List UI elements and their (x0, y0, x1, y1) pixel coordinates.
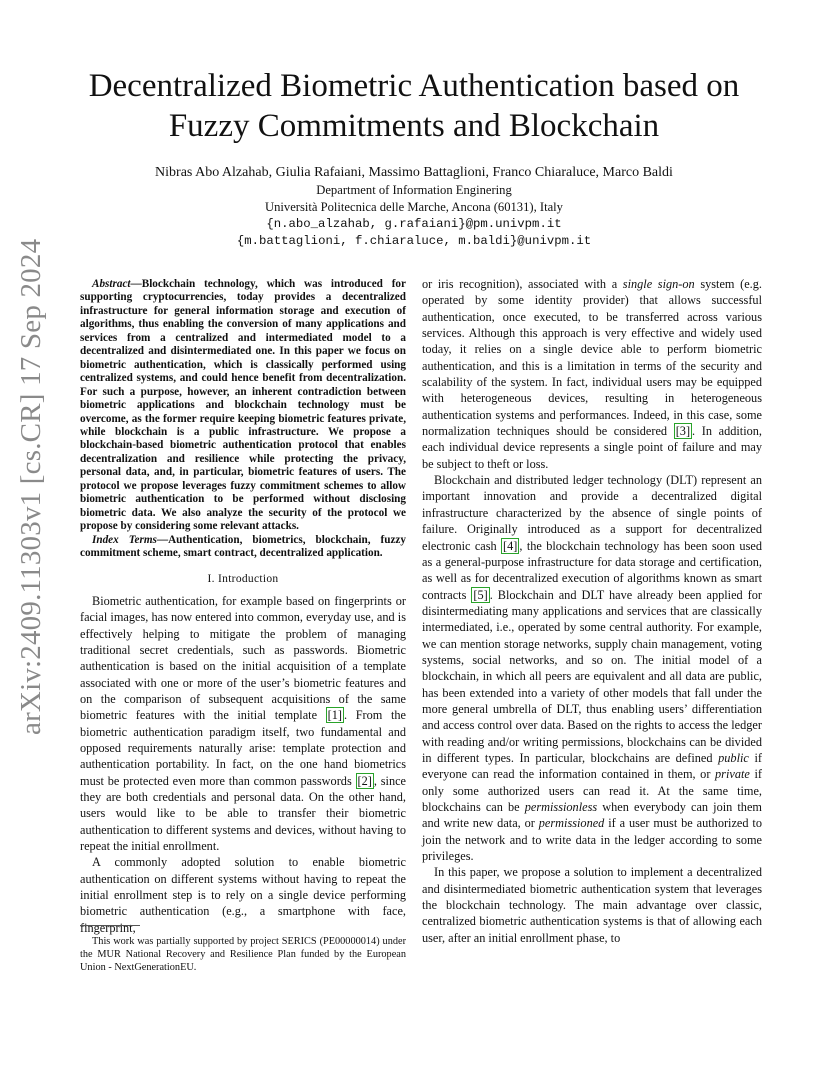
right-p2-text-b: , the blockchain technology has been soon used as a general-purpose infrastructure for data storage and certification, as well as for decentralized execution of algorithms known as smart contracts (422, 538, 762, 602)
citation-link-4[interactable]: [4] (503, 538, 518, 553)
department: Department of Information Enginering (316, 183, 512, 197)
intro-p1-text-a: Biometric authentication, for example based on fingerprints or facial images, has now entered into common, everyday use, and is effectively helping to mitigate the problem of managing traditional secret credentials, such as passwords. Biometric authentication is based on the initial acquisition of a template associated with one or more of the user’s biometric features and on the comparison of subsequent acquisitions of the same biometric features with the initial template (80, 593, 406, 723)
citation-link-3[interactable]: [3] (675, 424, 691, 439)
left-column (80, 278, 406, 936)
right-p2-text-c: . Blockchain and DLT have already been applied for disintermediating many applications and services that are classically intermediated, i.e., operated by some central authority. For example, we can mention storage networks, supply chain management, voting systems, social networks, and so on. The initial model of a blockchain, in which all peers are equivalent and all data are public, has been extended into a variety of other models that fall under the more general umbrella of DLT, thus enabling users’ differentiation and access control over data. Based on the rights to access the ledger with reading and/or writing permissions, blockchains can be divided in different types. In particular, blockchains are defined (422, 587, 762, 765)
right-p1-text-c: . In addition, each individual device represents a single point of failure and may be subject to theft or loss. (422, 424, 762, 471)
abstract (80, 278, 406, 534)
term-permissionless: permissionless (524, 800, 598, 814)
right-p2-text-a: Blockchain and distributed ledger technology (DLT) represent an important innovation and provide a decentralized digital infrastructure characterized by the absence of single points of failure. Originally introduced as a support for decentralized electronic cash (422, 473, 762, 553)
citation-link-2[interactable]: [2] (357, 773, 372, 788)
author-list: Nibras Abo Alzahab, Giulia Rafaiani, Massimo Battaglioni, Franco Chiaraluce, Marco Baldi (155, 165, 673, 180)
paper-title (40, 66, 788, 146)
right-p2-text-d: if everyone can read the information contained in them, or (422, 750, 762, 782)
right-paragraph-2 (422, 472, 762, 864)
right-paragraph-3: In this paper, we propose a solution to implement a decentralized and disintermediated biometric authentication system that leverages the blockchain technology. The main advantage over classic, centralized biometric authentication systems is that of allowing each user, after an initial enrollment phase, to (422, 865, 762, 945)
right-paragraph-1 (422, 276, 762, 472)
citation-link-5[interactable]: [5] (473, 587, 488, 602)
intro-p1-text-b: . From the biometric authentication paradigm itself, two fundamental and opposed requirements naturally arise: template protection and authentication portability. In fact, on the one hand biometrics must be protected even more than common passwords (80, 708, 406, 788)
term-public: public (718, 750, 749, 765)
email-line-1: {n.abo_alzahab, g.rafaiani}@pm.univpm.it (266, 217, 562, 231)
intro-paragraph-2: A commonly adopted solution to enable biometric authentication on different systems without having to repeat the initial enrollment step is to rely on a single device performing biometric authentication (e.g., a smartphone with face, fingerprint, (80, 855, 406, 935)
right-column (422, 276, 762, 946)
email-line-2: {m.battaglioni, f.chiaraluce, m.baldi}@univpm.it (236, 234, 592, 248)
title-line-1: Decentralized Biometric Authentication based on (88, 68, 740, 104)
abstract-label: Abstract (92, 278, 131, 290)
university: Università Politecnica delle Marche, Ancona (60131), Italy (265, 200, 563, 214)
section-heading (80, 571, 406, 587)
citation-link-1[interactable]: [1] (327, 708, 342, 723)
term-permissioned: permissioned (538, 816, 605, 831)
section-title: I. Introduction (207, 572, 279, 585)
index-terms-text: —Authentication, biometrics, blockchain, fuzzy commitment scheme, smart contract, decentralized application. (80, 533, 406, 560)
index-terms (80, 534, 406, 561)
intro-p1-text-c: , since they are both credentials and personal data. On the other hand, users would like to be able to transfer their biometric authentication to different systems and devices, without having to repeat the initial enrollment. (80, 773, 407, 854)
right-p2-text-g: if a user must be authorized to join the network and to write data in the ledger according to some privileges. (422, 816, 762, 864)
index-terms-label: Index Terms (92, 533, 157, 546)
intro-paragraph-1 (80, 593, 406, 855)
title-line-2: Fuzzy Commitments and Blockchain (168, 108, 660, 144)
affiliation-block (40, 182, 788, 250)
term-private: private (715, 767, 750, 782)
footnote: This work was partially supported by project SERICS (PE00000014) under the MUR National Recovery and Resilience Plan funded by the European Union - NextGenerationEU. (80, 936, 406, 973)
right-p2-text-e: if only some authorized users can read it. At the same time, blockchains can be (422, 767, 762, 814)
abstract-text: —Blockchain technology, which was introduced for supporting cryptocurrencies, today provides a decentralized infrastructure for general information storage and execution of algorithms, thus enabling the conversion of many applications and services from a centralized and intermediated model to a decentralized and disintermediated one. In this paper we focus on biometric authentication, which is classically performed using centralized systems, and could hence benefit from decentralization. For such a purpose, however, an inherent contradiction between biometric applications and blockchain technology must be overcome, as the former require keeping biometric features private, while blockchain is a public infrastructure. We propose a blockchain-based biometric authentication protocol that enables decentralization and resilience while protecting the privacy, personal data, and, in particular, biometric features of users. The protocol we propose leverages fuzzy commitment schemes to allow biometric authentication to be performed without disclosing biometric data. We also analyze the security of the protocol we propose by considering some relevant attacks. (80, 278, 406, 533)
right-p1-text-b: system (e.g. operated by some identity provider) that allows successful authentication, once executed, to be transferred across various services. Although this approach is very effective and widely used today, it relies on a single device able to perform biometric authentication, and this is a limitation in terms of the security and scalability of the system. In fact, individual users may be equipped with heterogeneous devices, resulting in heterogeneous authentication systems and performances. Indeed, in this case, some normalization techniques should be considered (422, 277, 762, 439)
right-p2-text-f: when everybody can join them and write new data, or (422, 800, 762, 831)
right-p1-emphasis: single sign-on (622, 277, 695, 291)
arxiv-stamp: arXiv:2409.11303v1 [cs.CR] 17 Sep 2024 (15, 238, 47, 735)
right-p1-text-a: or iris recognition), associated with a (422, 277, 623, 291)
footnote-rule (80, 925, 140, 926)
